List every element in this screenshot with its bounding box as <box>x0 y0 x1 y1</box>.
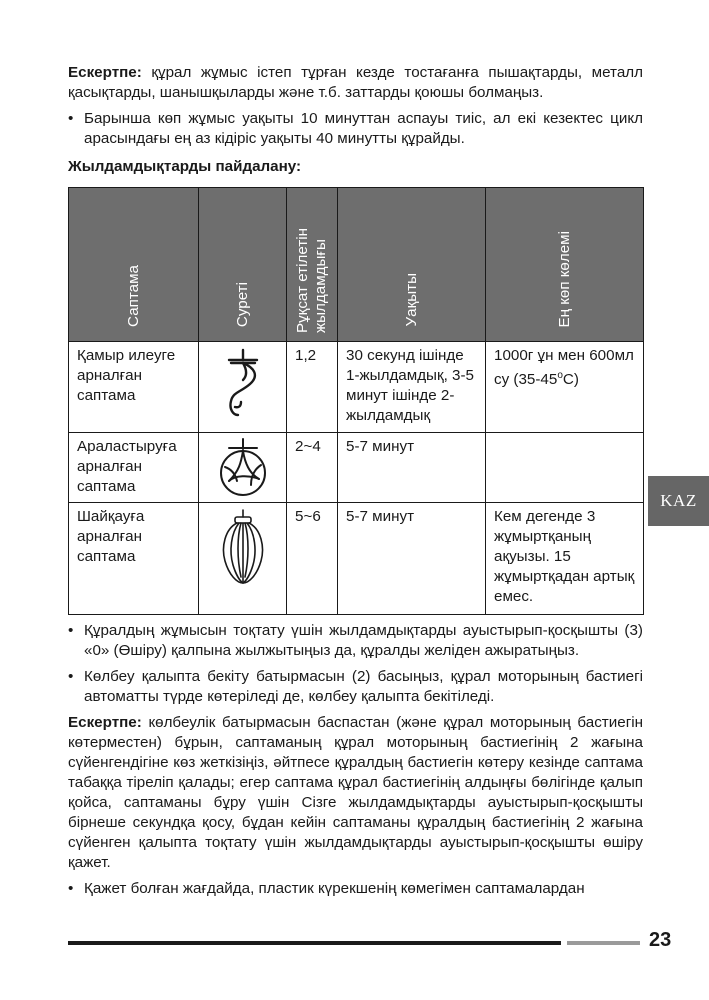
bullet-text-3: Көлбеу қалыпта бекіту батырмасын (2) басыңыз, құрал моторының бастиегі автоматты түрде көтеріледі де, көлбеу қалыпта бекітіледі. <box>84 668 643 705</box>
attachment-name: Араластыруға арналған саптама <box>69 433 199 503</box>
bullet-dot: • <box>68 880 74 897</box>
allowed-speed: 1,2 <box>287 342 338 433</box>
header-max-volume: Ең көп көлемі <box>486 188 644 342</box>
time-value: 30 секунд ішінде 1-жылдамдық, 3-5 минут ішінде 2- жылдамдық <box>338 342 486 433</box>
note-label-2: Ескертпе: <box>68 714 142 731</box>
bullet-text-4: Қажет болған жағдайда, пластик күрекшенің көмегімен саптамалардан <box>84 880 585 897</box>
header-attachment: Саптама <box>69 188 199 342</box>
whisk-icon <box>215 507 271 587</box>
max-volume <box>486 433 644 503</box>
note-paragraph-1 <box>68 63 643 103</box>
bullet-item-1 <box>68 109 643 149</box>
mixing-beater-icon <box>215 437 271 497</box>
max-volume: Кем дегенде 3 жұмыртқаның ақуызы. 15 жұмыртқадан артық емес. <box>486 503 644 615</box>
picture-cell <box>199 503 287 615</box>
header-allowed-speed: Рұқсат етілетін жылдамдығы <box>287 188 338 342</box>
bullet-item-2 <box>68 621 643 661</box>
note-label-1: Ескертпе: <box>68 64 142 81</box>
header-picture: Суреті <box>199 188 287 342</box>
dough-hook-icon <box>217 346 269 418</box>
bullet-dot: • <box>68 622 74 639</box>
page-number: 23 <box>649 929 672 951</box>
bullet-text-2: Құралдың жұмысын тоқтату үшін жылдамдықтарды ауыстырып-қосқышты (3) «0» (Өшіру) қалпына жылжытыңыз да, құралды желіден ажыратыңыз. <box>84 622 643 659</box>
picture-cell <box>199 342 287 433</box>
allowed-speed: 2~4 <box>287 433 338 503</box>
time-value: 5-7 минут <box>338 433 486 503</box>
bullet-dot: • <box>68 110 74 127</box>
table-row <box>69 433 644 503</box>
picture-cell <box>199 433 287 503</box>
attachment-name: Шайқауға арналған саптама <box>69 503 199 615</box>
bullet-item-4 <box>68 879 643 899</box>
table-header-row <box>69 188 644 342</box>
bullet-text-1: Барынша көп жұмыс уақыты 10 минуттан аспауы тиіс, ал екі кезектес цикл арасындағы ең аз кідіріс уақыты 40 минутты құрайды. <box>84 110 643 147</box>
time-value: 5-7 минут <box>338 503 486 615</box>
footer-rule-dark <box>68 941 561 945</box>
speeds-heading-text: Жылдамдықтарды пайдалану: <box>68 158 302 175</box>
allowed-speed: 5~6 <box>287 503 338 615</box>
language-tab: KAZ <box>648 476 709 526</box>
section-heading <box>68 157 643 177</box>
note-text-1: құрал жұмыс істеп тұрған кезде тостағанға пышақтарды, металл қасықтарды, шанышқыларды және т.б. заттарды қоюшы болмаңыз. <box>68 64 643 101</box>
speeds-table <box>68 187 644 615</box>
note-text-2: көлбеулік батырмасын баспастан (және құрал моторының бастиегін көтерместен) бұрын, саптаманың құрал моторының бастиегінің 2 жағына сүйенгендігіне көз жеткізіңіз, әйтпесе құралдың бастиегін көтеру кезінде саптама табаққа тіреліп қалады; егер саптама құрал бастиегінің алдыңғы бөлігінде қалып қойса, саптаманы бұру үшін Сізге жылдамдықтарды ауыстырып-қосқышты бірнеше секундқа қосу, бұдан кейін саптаманы құралдың бастиегінің 2 жағына сүйенген қалыпта тоқтату үшін жылдамдықтарды ауыстырып-қосқышты өшіру қажет. <box>68 714 643 871</box>
table-row <box>69 503 644 615</box>
bullet-item-3 <box>68 667 643 707</box>
note-paragraph-2 <box>68 713 643 873</box>
bullet-dot: • <box>68 668 74 685</box>
page-content <box>68 63 643 899</box>
max-volume: 1000г ұн мен 600мл су $(35-45^оС)$ <box>486 342 644 433</box>
header-time: Уақыты <box>338 188 486 342</box>
attachment-name: Қамыр илеуге арналған саптама <box>69 342 199 433</box>
table-row <box>69 342 644 433</box>
footer-rule-gray <box>567 941 640 945</box>
